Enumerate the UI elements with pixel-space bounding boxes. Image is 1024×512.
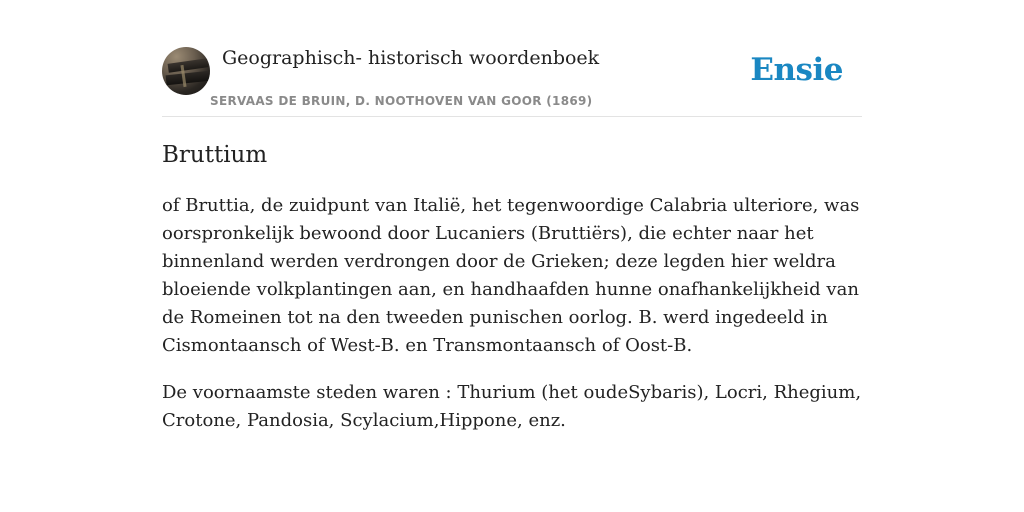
book-spine-graphic bbox=[166, 71, 210, 86]
ensie-logo-link[interactable]: Ensie bbox=[750, 52, 843, 88]
book-cover-avatar[interactable] bbox=[162, 47, 210, 95]
entry-title: Bruttium bbox=[162, 142, 268, 168]
entry-content bbox=[162, 192, 862, 454]
book-author: SERVAAS DE BRUIN, D. NOOTHOVEN VAN GOOR (1869) bbox=[210, 94, 593, 108]
book-title[interactable]: Geographisch- historisch woordenboek bbox=[222, 47, 600, 69]
header bbox=[162, 46, 862, 117]
entry-paragraph: De voornaamste steden waren : Thurium (het oudeSybaris), Locri, Rhegium, Crotone, Pandosia, Scylacium,Hippone, enz. bbox=[162, 382, 862, 431]
entry-paragraph: of Bruttia, de zuidpunt van Italië, het tegenwoordige Calabria ulteriore, was oorspronkelijk bewoond door Lucaniers (Bruttiërs), die echter naar het binnenland werden verdrongen door de Grieken; deze legden hier weldra bloeiende volkplantingen aan, en handhaafden hunne onafhankelijkheid van de Romeinen tot na den tweeden punischen oorlog. B. werd ingedeeld in Cismontaansch of West-B. en Transmontaansch of Oost-B. bbox=[162, 195, 860, 356]
